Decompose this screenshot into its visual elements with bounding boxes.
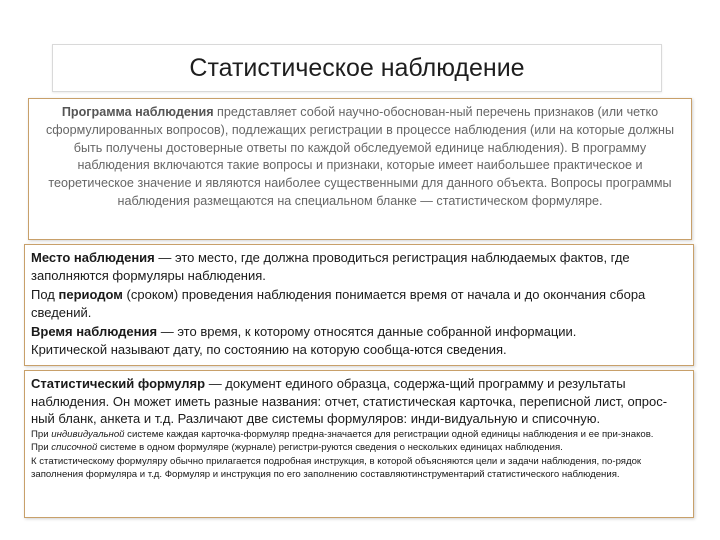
- observation-program-text: представляет собой научно-обоснован-ный перечень признаков (или четко сформулированных вопросов), подлежащих регистрации в процессе наблюдения (или на которые должны быть получены достоверные ответы по каждой обследуемой единице наблюдения). В программу наблюдения включаются такие вопросы и признаки, которые имеет наибольшее практическое и теоретическое значение и являются наиболее существенными для данного объекта. Вопросы программы наблюдения размещаются на специальном бланке — статистическом формуляре.: [45, 105, 675, 208]
- paragraph-place: [31, 249, 687, 286]
- period-prefix: Под: [31, 286, 59, 302]
- paragraph-individual-system: [31, 428, 687, 441]
- time-text: — это время, к которому относятся данные собранной информации.: [157, 323, 577, 339]
- paragraph-list-system: [31, 441, 687, 454]
- observation-place-time-box: [24, 244, 694, 366]
- title-box: [52, 44, 662, 92]
- list-text: системе в одном формуляре (журнале) регистри-руются сведения о нескольких единицах наблюдения.: [97, 442, 563, 454]
- term-observation-time: Время наблюдения: [31, 323, 158, 339]
- term-statistical-form: Статистический формуляр: [31, 376, 206, 391]
- paragraph-instructions: К статистическому формуляру обычно прилагается подробная инструкция, в которой объясняются цели и задачи наблюдения, по-рядок заполнения формуляра и т.д. Формуляр и инструкция по его заполнению составляютинструментарий статистического наблюдения.: [31, 455, 642, 480]
- paragraph-period: [31, 286, 687, 323]
- period-text: (сроком) проведения наблюдения понимается время от начала и до окончания сбора сведений.: [31, 286, 646, 321]
- term-observation-program: Программа наблюдения: [61, 105, 214, 119]
- individual-text: системе каждая карточка-формуляр предна-значается для регистрации одной единицы наблюдения и ее при-знаков.: [124, 428, 654, 440]
- paragraph-time: [31, 323, 687, 341]
- paragraph-statistical-form: [31, 375, 687, 428]
- place-text: — это место, где должна проводиться регистрация наблюдаемых фактов, где заполняются формуляры наблюдения.: [31, 250, 630, 284]
- individual-prefix: При: [31, 428, 52, 440]
- term-individual: индивидуальной: [51, 428, 125, 440]
- observation-program-box: [28, 98, 692, 240]
- statistical-form-text: — документ единого образца, содержа-щий программу и результаты наблюдения. Он может иметь разные названия: отчет, статистическая карточка, переписной лист, опрос-ный бланк, анкета и т.д. Различают две системы формуляров: инди-видуальную и списочную.: [31, 376, 668, 427]
- page-title: Статистическое наблюдение: [189, 53, 525, 82]
- term-period: периодом: [58, 286, 123, 302]
- term-list: списочной: [51, 442, 98, 454]
- list-prefix: При: [31, 442, 52, 454]
- statistical-form-box: [24, 370, 694, 518]
- paragraph-critical-date: Критической называют дату, по состоянию на которую сообща-ются сведения.: [31, 342, 507, 358]
- term-observation-place: Место наблюдения: [31, 250, 155, 265]
